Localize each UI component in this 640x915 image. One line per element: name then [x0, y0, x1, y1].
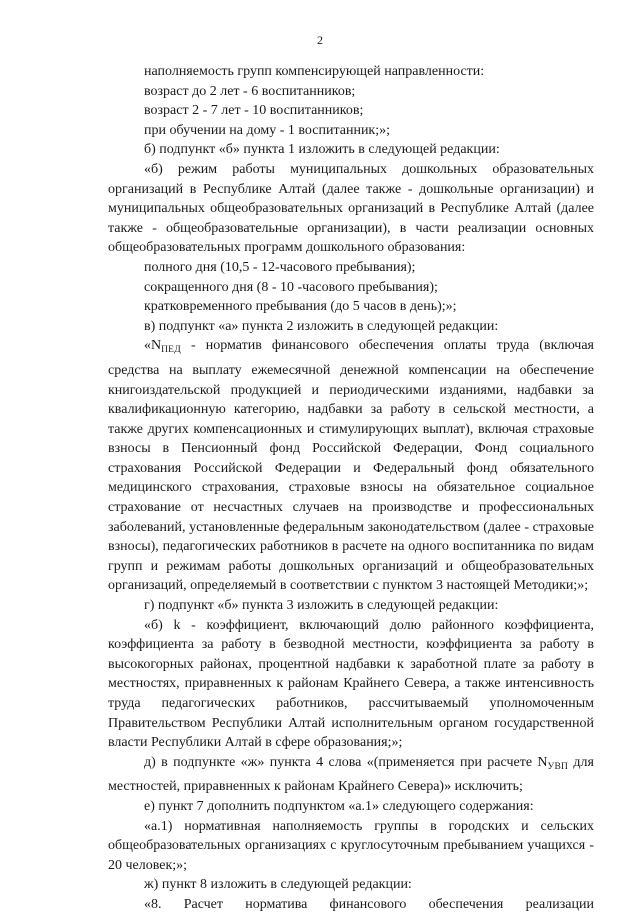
paragraph: наполняемость групп компенсирующей направленности:	[144, 64, 485, 79]
document-body	[108, 62, 594, 915]
paragraph: возраст 2 - 7 лет - 10 воспитанников;	[144, 103, 364, 119]
paragraph: «а.1) нормативная наполняемость группы в городских и сельских общеобразовательных организациях с круглосуточным пребыванием учащихся - 20 человек;»;	[108, 818, 594, 873]
paragraph: полного дня (10,5 - 12-часового пребывания);	[144, 259, 416, 275]
paragraph: сокращенного дня (8 - 10 -часового пребывания);	[144, 279, 438, 295]
paragraph-text: для местностей, приравненных к районам Крайнего Севера)» исключить;	[108, 754, 594, 795]
paragraph-prefix: «N	[144, 338, 162, 354]
paragraph: в) подпункт «а» пункта 2 изложить в следующей редакции:	[144, 318, 499, 334]
paragraph: возраст до 2 лет - 6 воспитанников;	[144, 83, 356, 99]
paragraph: г) подпункт «б» пункта 3 изложить в следующей редакции:	[144, 598, 499, 614]
paragraph: «б) режим работы муниципальных дошкольных образовательных организаций в Республике Алтай (далее также - дошкольные организации) и муниципальных общеобразовательных организаций в Республике Алтай (далее также - общеобразовательные организации), в части реализации основных общеобразовательных программ дошкольного образования:	[108, 161, 594, 256]
paragraph: при обучении на дому - 1 воспитанник;»;	[144, 122, 391, 138]
paragraph: «8. Расчет норматива финансового обеспечения реализации	[144, 896, 594, 912]
paragraph: е) пункт 7 дополнить подпунктом «а.1» следующего содержания:	[144, 798, 534, 814]
paragraph	[108, 336, 594, 596]
paragraph-prefix: д) в подпункте «ж» пункта 4 слова «(применяется при расчете N	[144, 754, 548, 770]
paragraph: «б) k - коэффициент, включающий долю районного коэффициента, коэффициента за работу в безводной местности, коэффициента за работу в высокогорных районах, процентной надбавки к заработной плате за работу в местностях, приравненных к районам Крайнего Севера, а также интенсивность труда педагогических работников, рассчитываемый уполномоченным Правительством Республики Алтай исполнительным органом государственной власти Республики Алтай в сфере образования;»;	[108, 617, 594, 751]
paragraph: ж) пункт 8 изложить в следующей редакции:	[144, 877, 412, 893]
paragraph	[108, 753, 594, 797]
paragraph: б) подпункт «б» пункта 1 изложить в следующей редакции:	[144, 142, 500, 158]
paragraph-text: - норматив финансового обеспечения оплаты труда (включая средства на выплату ежемесячной денежной компенсации на обеспечение книгоиздательской продукцией и периодическими изданиями, надбавки за квалификационную категорию, надбавки за работу в сельской местности, а также других компенсационных и стимулирующих выплат), включая страховые взносы в Пенсионный фонд Российской Федерации, Фонд социального страхования Российской Федерации и Федеральный фонд обязательного медицинского страхования, страховые взносы на обязательное социальное страхование от несчастных случаев на производстве и профессиональных заболеваний, установленные федеральным законодательством (далее - страховые взносы), педагогических работников в расчете на одного воспитанника по видам групп и режимам работы дошкольных организаций и общеобразовательных организаций, определяемый в соответствии с пунктом 3 настоящей Методики;»;	[108, 338, 594, 594]
paragraph: кратковременного пребывания (до 5 часов в день);»;	[144, 299, 457, 315]
subscript: УВП	[547, 761, 569, 772]
page-number: 2	[317, 33, 323, 47]
subscript: ПЕД	[161, 345, 181, 356]
